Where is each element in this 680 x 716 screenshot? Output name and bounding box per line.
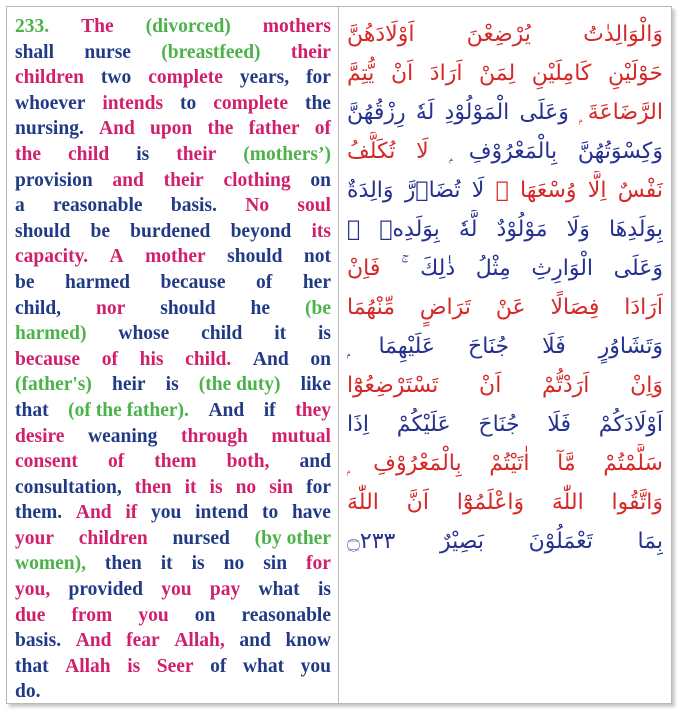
arabic-line bbox=[347, 54, 663, 93]
word: women), bbox=[15, 553, 86, 575]
word: is bbox=[191, 553, 205, 575]
word: harmed bbox=[65, 271, 131, 293]
word: whose bbox=[118, 323, 170, 345]
word: shall bbox=[15, 41, 55, 63]
word: (be bbox=[304, 297, 331, 319]
word: capacity. bbox=[15, 246, 89, 268]
english-line bbox=[15, 321, 331, 347]
english-line bbox=[15, 500, 331, 526]
arabic-line bbox=[347, 93, 663, 132]
english-line bbox=[15, 65, 331, 91]
word: you bbox=[300, 655, 331, 677]
word: if bbox=[263, 399, 276, 421]
word: their bbox=[163, 169, 204, 191]
word: intends bbox=[102, 92, 164, 114]
word: is bbox=[165, 374, 179, 396]
english-line bbox=[15, 398, 331, 424]
word: is bbox=[127, 655, 141, 677]
word: the bbox=[304, 92, 331, 114]
page-frame bbox=[6, 6, 672, 704]
english-line bbox=[15, 219, 331, 245]
word: them bbox=[154, 451, 197, 473]
arabic-line bbox=[347, 171, 663, 210]
english-line bbox=[15, 577, 331, 603]
english-line bbox=[15, 475, 331, 501]
word: on bbox=[310, 348, 331, 370]
word: intend bbox=[195, 502, 249, 524]
word: your bbox=[15, 527, 54, 549]
english-line bbox=[15, 91, 331, 117]
word: burdened bbox=[130, 220, 211, 242]
word: sin bbox=[263, 553, 288, 575]
word: mother bbox=[145, 246, 206, 268]
word: And bbox=[208, 399, 245, 421]
arabic-segment: وَاِنْ اَرَدْتُّمْ اَنْ تَسْتَرْضِعُوْٓا bbox=[347, 373, 663, 398]
word: you bbox=[138, 604, 169, 626]
word: child. bbox=[185, 348, 232, 370]
word: the bbox=[207, 118, 234, 140]
word: children bbox=[15, 67, 84, 89]
word: weaning bbox=[88, 425, 158, 447]
verse-number: 233. bbox=[15, 16, 50, 37]
word: no bbox=[235, 476, 257, 498]
word: of bbox=[314, 118, 331, 140]
word: then bbox=[134, 476, 172, 498]
arabic-segment: سَلَّمْتُمْ مَّآ اٰتَيْتُمْ بِالْمَعْرُوْفِ ۭ bbox=[347, 451, 663, 476]
arabic-segment: وَالْوَالِدٰتُ يُرْضِعْنَ اَوْلَادَهُنَّ bbox=[347, 22, 663, 47]
arabic-segment: لَا تُكَلَّفُ bbox=[347, 139, 450, 164]
arabic-segment: اَرَادَا فِصَالًا عَنْ تَرَاضٍ مِّنْهُمَا bbox=[347, 295, 663, 320]
english-line bbox=[15, 424, 331, 450]
arabic-segment: اَوْلَادَكُمْ فَلَا جُنَاحَ عَلَيْكُمْ اِذَا bbox=[347, 412, 663, 437]
word: father bbox=[248, 118, 300, 140]
english-line bbox=[15, 654, 331, 680]
word: And bbox=[252, 348, 289, 370]
english-line bbox=[15, 372, 331, 398]
word: like bbox=[300, 374, 331, 396]
english-line bbox=[15, 603, 331, 629]
word: should bbox=[227, 246, 283, 268]
word: two bbox=[100, 67, 132, 89]
word: fear bbox=[126, 630, 160, 652]
column-divider bbox=[338, 7, 339, 703]
word: is bbox=[317, 579, 331, 601]
arabic-segment: بِمَا تَعْمَلُوْنَ بَصِيْرٌ ۝٢٣٣ bbox=[347, 529, 663, 554]
english-line bbox=[15, 347, 331, 373]
arabic-line bbox=[347, 366, 663, 405]
word: it bbox=[184, 476, 197, 498]
word: Allah bbox=[65, 655, 111, 677]
english-line bbox=[15, 116, 331, 142]
word: children bbox=[78, 527, 148, 549]
word: a bbox=[15, 195, 25, 217]
word: of bbox=[210, 655, 227, 677]
arabic-line bbox=[347, 522, 663, 561]
word: them. bbox=[15, 502, 63, 524]
word: No bbox=[245, 195, 270, 217]
word: it bbox=[160, 553, 173, 575]
word: reasonable bbox=[53, 195, 143, 217]
word: both, bbox=[226, 451, 270, 473]
word: soul bbox=[297, 195, 331, 217]
word: complete bbox=[213, 92, 288, 114]
word: on bbox=[310, 169, 331, 191]
word: what bbox=[242, 655, 285, 677]
word: harmed) bbox=[15, 323, 87, 345]
word: you bbox=[151, 502, 182, 524]
word: basis. bbox=[170, 195, 217, 217]
word: for bbox=[306, 553, 331, 575]
word: on bbox=[194, 604, 216, 626]
word: and bbox=[299, 451, 331, 473]
word: be bbox=[15, 271, 35, 293]
word: Seer bbox=[156, 655, 194, 677]
word: is bbox=[209, 476, 223, 498]
arabic-segment: وَاتَّقُوا اللّٰهَ وَاعْلَمُوْٓا اَنَّ اللّٰهَ bbox=[347, 490, 663, 515]
word: reasonable bbox=[241, 604, 331, 626]
word: sin bbox=[269, 476, 294, 498]
word: do. bbox=[15, 681, 41, 703]
word: their bbox=[176, 143, 217, 165]
word: what bbox=[258, 579, 300, 601]
english-line bbox=[15, 270, 331, 296]
word: you, bbox=[15, 579, 51, 601]
arabic-segment: لَا تُضَاۗرَّ وَالِدَةٌ bbox=[347, 178, 496, 203]
english-line bbox=[15, 526, 331, 552]
word: pay bbox=[209, 579, 241, 601]
word: mothers bbox=[262, 16, 331, 37]
word: then bbox=[104, 553, 142, 575]
word: mutual bbox=[271, 425, 331, 447]
word: nursing. bbox=[15, 118, 84, 140]
word: (father's) bbox=[15, 374, 92, 396]
word: because bbox=[160, 271, 226, 293]
english-line bbox=[15, 40, 331, 66]
english-line bbox=[15, 14, 331, 40]
word: And bbox=[75, 502, 112, 524]
word: should bbox=[15, 220, 71, 242]
word: and bbox=[239, 630, 271, 652]
english-line bbox=[15, 296, 331, 322]
word: is bbox=[136, 143, 150, 165]
word: whoever bbox=[15, 92, 86, 114]
word: of bbox=[107, 451, 125, 473]
word: desire bbox=[15, 425, 65, 447]
arabic-line bbox=[347, 483, 663, 522]
word: of bbox=[101, 348, 118, 370]
word: of bbox=[256, 271, 273, 293]
word: nurse bbox=[84, 41, 131, 63]
arabic-segment: وَعَلَى الْوَارِثِ مِثْلُ ذٰلِكَ ۚ bbox=[400, 256, 663, 281]
arabic-segment: وَتَشَاوُرٍ فَلَا جُنَاحَ عَلَيْهِمَا ۭ bbox=[347, 334, 663, 359]
arabic-segment: نَفْسٌ اِلَّا وُسْعَهَا ۚ bbox=[495, 178, 663, 203]
word: should bbox=[160, 297, 216, 319]
word: know bbox=[285, 630, 331, 652]
word: And bbox=[99, 118, 135, 140]
arabic-line bbox=[347, 288, 663, 327]
arabic-line bbox=[347, 15, 663, 54]
english-translation-column bbox=[15, 14, 331, 705]
arabic-line bbox=[347, 405, 663, 444]
english-line bbox=[15, 168, 331, 194]
word: due bbox=[15, 604, 46, 626]
english-line bbox=[15, 193, 331, 219]
word: that bbox=[15, 399, 49, 421]
arabic-text-column bbox=[347, 15, 663, 561]
word: (divorced) bbox=[145, 16, 231, 37]
word: consultation, bbox=[15, 476, 122, 498]
word: child bbox=[201, 323, 243, 345]
word: heir bbox=[111, 374, 146, 396]
word: they bbox=[295, 399, 331, 421]
word: have bbox=[291, 502, 331, 524]
english-line bbox=[15, 551, 331, 577]
word: and bbox=[112, 169, 144, 191]
word: (mothers’) bbox=[243, 143, 331, 165]
arabic-line bbox=[347, 327, 663, 366]
word: be bbox=[90, 220, 110, 242]
word: beyond bbox=[230, 220, 292, 242]
word: he bbox=[250, 297, 271, 319]
word: Allah, bbox=[174, 630, 225, 652]
arabic-segment: فَاِنْ bbox=[347, 256, 401, 281]
word: because bbox=[15, 348, 80, 370]
arabic-segment: بِوَلَدِهَا وَلَا مَوْلُوْدٌ لَّهٗ بِوَلَدِهٖ ۤ bbox=[347, 217, 663, 242]
word: their bbox=[290, 41, 331, 63]
word: complete bbox=[148, 67, 223, 89]
word: upon bbox=[149, 118, 193, 140]
english-line bbox=[15, 244, 331, 270]
arabic-line bbox=[347, 132, 663, 171]
english-line bbox=[15, 679, 331, 705]
word: (by other bbox=[254, 527, 331, 549]
word: (the duty) bbox=[198, 374, 281, 396]
word: And bbox=[75, 630, 112, 652]
word: consent bbox=[15, 451, 78, 473]
word: (of the father). bbox=[68, 399, 189, 421]
word: no bbox=[223, 553, 245, 575]
word: nursed bbox=[172, 527, 230, 549]
word: to bbox=[261, 502, 279, 524]
word: provided bbox=[68, 579, 143, 601]
word: her bbox=[302, 271, 331, 293]
word: the bbox=[15, 143, 41, 165]
word: clothing bbox=[223, 169, 291, 191]
word: child bbox=[68, 143, 110, 165]
arabic-line bbox=[347, 444, 663, 483]
word: that bbox=[15, 655, 49, 677]
word: A bbox=[109, 246, 124, 268]
word: provision bbox=[15, 169, 93, 191]
word: if bbox=[125, 502, 138, 524]
word: child, bbox=[15, 297, 62, 319]
word: is bbox=[317, 323, 331, 345]
arabic-segment: وَعَلَى الْمَوْلُوْدِ لَهٗ رِزْقُهُنَّ bbox=[347, 100, 580, 125]
word: to bbox=[180, 92, 197, 114]
word: for bbox=[306, 67, 331, 89]
arabic-segment: وَكِسْوَتُهُنَّ بِالْمَعْرُوْفِ ۭ bbox=[449, 139, 663, 164]
word: from bbox=[71, 604, 113, 626]
word: basis. bbox=[15, 630, 62, 652]
word: not bbox=[303, 246, 331, 268]
english-line bbox=[15, 628, 331, 654]
word: The bbox=[81, 16, 114, 37]
word: it bbox=[274, 323, 287, 345]
word: years, bbox=[239, 67, 290, 89]
arabic-segment: الرَّضَاعَةَ ۭ bbox=[579, 100, 663, 125]
word: (breastfeed) bbox=[161, 41, 261, 63]
english-line bbox=[15, 449, 331, 475]
english-line bbox=[15, 142, 331, 168]
arabic-line bbox=[347, 210, 663, 249]
word: you bbox=[161, 579, 192, 601]
arabic-segment: حَوْلَيْنِ كَامِلَيْنِ لِمَنْ اَرَادَ اَنْ يُّتِمَّ bbox=[347, 61, 663, 86]
arabic-line bbox=[347, 249, 663, 288]
word: for bbox=[306, 476, 331, 498]
word: his bbox=[139, 348, 164, 370]
word: nor bbox=[96, 297, 126, 319]
word: its bbox=[311, 220, 331, 242]
word: through bbox=[180, 425, 248, 447]
